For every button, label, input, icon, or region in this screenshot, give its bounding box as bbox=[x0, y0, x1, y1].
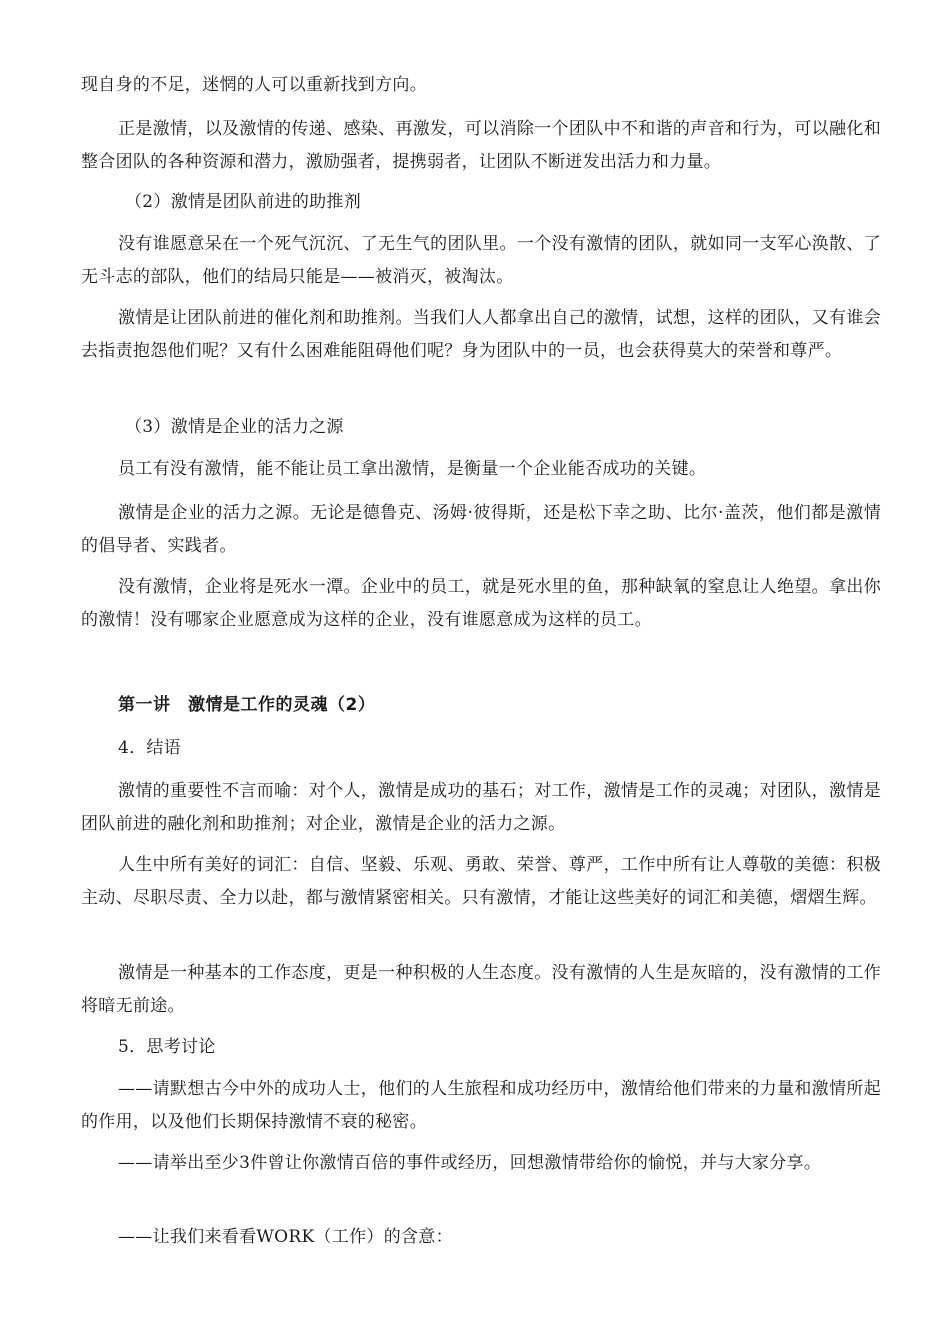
paragraph-4: 没有谁愿意呆在一个死气沉沉、了无生气的团队里。一个没有激情的团队，就如同一支军心涣散、了无斗志的部队，他们的结局只能是——被消灭，被淘汰。 bbox=[81, 234, 881, 287]
paragraph-11: 激情的重要性不言而喻：对个人，激情是成功的基石；对工作，激情是工作的灵魂；对团队，激情是团队前进的融化剂和助推剂；对企业，激情是企业的活力之源。 bbox=[81, 781, 881, 834]
paragraph-9: 没有激情，企业将是死水一潭。企业中的员工，就是死水里的鱼，那种缺氧的窒息让人绝望。拿出你的激情！没有哪家企业愿意成为这样的企业，没有谁愿意成为这样的员工。 bbox=[81, 577, 881, 630]
section-heading: 第一讲 激情是工作的灵魂（2） bbox=[118, 695, 376, 715]
paragraph-discussion-title: 5．思考讨论 bbox=[118, 1037, 216, 1057]
paragraph-13: 激情是一种基本的工作态度，更是一种积极的人生态度。没有激情的人生是灰暗的，没有激情的工作将暗无前途。 bbox=[81, 963, 881, 1016]
paragraph-17: ——让我们来看看WORK（工作）的含意： bbox=[118, 1227, 453, 1247]
paragraph-15: ——请默想古今中外的成功人士，他们的人生旅程和成功经历中，激情给他们带来的力量和激情所起的作用，以及他们长期保持激情不衰的秘密。 bbox=[81, 1079, 881, 1132]
paragraph-1: 现自身的不足，迷惘的人可以重新找到方向。 bbox=[81, 75, 427, 95]
paragraph-2: 正是激情，以及激情的传递、感染、再激发，可以消除一个团队中不和谐的声音和行为，可以融化和整合团队的各种资源和潜力，激励强者，提携弱者，让团队不断迸发出活力和力量。 bbox=[81, 119, 881, 172]
paragraph-12: 人生中所有美好的词汇：自信、坚毅、乐观、勇敢、荣誉、尊严，工作中所有让人尊敬的美德：积极主动、尽职尽责、全力以赴，都与激情紧密相关。只有激情，才能让这些美好的词汇和美德，熠熠生辉。 bbox=[81, 855, 881, 908]
paragraph-16: ——请举出至少3件曾让你激情百倍的事件或经历，回想激情带给你的愉悦，并与大家分享。 bbox=[118, 1153, 822, 1173]
subheading-team-booster: （2）激情是团队前进的助推剂 bbox=[125, 192, 362, 212]
paragraph-8: 激情是企业的活力之源。无论是德鲁克、汤姆·彼得斯，还是松下幸之助、比尔·盖茨，他们都是激情的倡导者、实践者。 bbox=[81, 503, 881, 556]
paragraph-conclusion-title: 4．结语 bbox=[118, 738, 182, 758]
paragraph-7: 员工有没有激情，能不能让员工拿出激情，是衡量一个企业能否成功的关键。 bbox=[118, 459, 707, 479]
paragraph-5: 激情是让团队前进的催化剂和助推剂。当我们人人都拿出自己的激情，试想，这样的团队，又有谁会去指责抱怨他们呢？又有什么困难能阻碍他们呢？身为团队中的一员，也会获得莫大的荣誉和尊严。 bbox=[81, 308, 881, 361]
subheading-enterprise-vitality: （3）激情是企业的活力之源 bbox=[125, 417, 344, 437]
